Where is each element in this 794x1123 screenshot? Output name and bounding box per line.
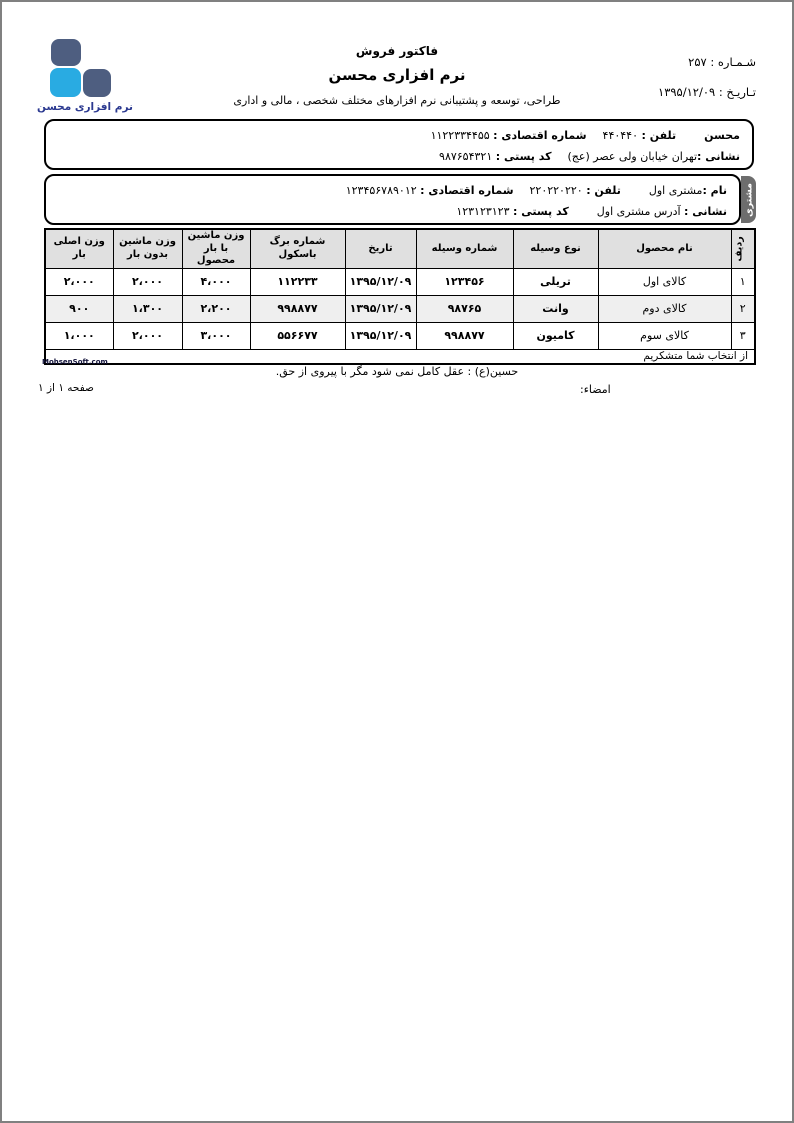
cell-product-name: کالای دوم (598, 295, 731, 322)
customer-phone-value: ۲۲۰۲۲۰۲۲۰ (529, 184, 583, 197)
seller-line-1 (54, 125, 740, 146)
customer-line-1 (54, 180, 727, 201)
invoice-items-table (44, 228, 756, 365)
company-name: نرم افزاری محسن (328, 66, 466, 84)
invoice-date-label: تـاریـخ : (718, 85, 756, 99)
cell-product-name: کالای سوم (598, 322, 731, 349)
invoice-number (658, 55, 756, 69)
seller-address-value: تهران خیابان ولی عصر (عج) (567, 150, 698, 163)
invoice-number-label: شـمـاره : (710, 55, 756, 69)
cell-vehicle-type: تریلی (513, 268, 598, 295)
cell-net-weight: ۱،۰۰۰ (45, 322, 113, 349)
customer-address-value: آدرس مشتری اول (596, 205, 681, 218)
customer-economic-value: ۱۲۳۴۵۶۷۸۹۰۱۲ (345, 184, 417, 197)
cell-date: ۱۳۹۵/۱۲/۰۹ (345, 322, 416, 349)
seller-line-2 (54, 146, 740, 167)
cell-vehicle-number: ۱۲۳۴۵۶ (416, 268, 513, 295)
cell-row-number: ۳ (731, 322, 755, 349)
website-text: MohsenSoft.com (42, 358, 108, 366)
seller-economic-label: شماره اقتصادی : (493, 129, 587, 142)
cell-date: ۱۳۹۵/۱۲/۰۹ (345, 295, 416, 322)
seller-phone-value: ۴۴۰۴۴۰ (602, 129, 638, 142)
signature-label: امضاء: (580, 383, 611, 396)
customer-line-2 (54, 201, 727, 222)
page-number-info: صفحه ۱ از ۱ (38, 382, 94, 394)
seller-info-box (44, 119, 754, 170)
cell-weight-loaded: ۳،۰۰۰ (182, 322, 250, 349)
table-row (45, 322, 755, 349)
customer-name-value: مشتری اول (648, 184, 703, 197)
invoice-meta (658, 55, 756, 99)
cell-weight-empty: ۲،۰۰۰ (113, 322, 182, 349)
customer-economic-label: شماره اقتصادی : (420, 184, 514, 197)
cell-weighbridge-sheet: ۹۹۸۸۷۷ (250, 295, 345, 322)
seller-postal-label: کد پستی : (495, 150, 552, 163)
seller-name: محسن (704, 129, 740, 142)
seller-phone-label: تلفن : (641, 129, 677, 142)
customer-postal-value: ۱۲۳۱۲۳۱۲۳ (456, 205, 510, 218)
seller-economic-value: ۱۱۲۲۳۳۴۴۵۵ (430, 129, 490, 142)
customer-side-tab-label: مشتری (743, 182, 754, 217)
company-tagline: طراحی، توسعه و پشتیبانی نرم افزارهای مختلف شخصی ، مالی و اداری (233, 94, 561, 107)
cell-weighbridge-sheet: ۱۱۲۲۳۳ (250, 268, 345, 295)
cell-weight-empty: ۲،۰۰۰ (113, 268, 182, 295)
thanks-note: از انتخاب شما متشکریم (45, 349, 755, 364)
cell-vehicle-number: ۹۸۷۶۵ (416, 295, 513, 322)
cell-vehicle-type: وانت (513, 295, 598, 322)
invoice-number-value: ۲۵۷ (688, 55, 707, 69)
cell-row-number: ۱ (731, 268, 755, 295)
col-header-weight-loaded: وزن ماشین با بار محصول (182, 229, 250, 268)
col-header-row-number: ردیف (731, 229, 755, 268)
col-header-weight-empty: وزن ماشین بدون بار (113, 229, 182, 268)
cell-vehicle-number: ۹۹۸۸۷۷ (416, 322, 513, 349)
cell-weight-empty: ۱،۳۰۰ (113, 295, 182, 322)
seller-postal-value: ۹۸۷۶۵۴۳۲۱ (439, 150, 493, 163)
cell-date: ۱۳۹۵/۱۲/۰۹ (345, 268, 416, 295)
invoice-date-value: ۱۳۹۵/۱۲/۰۹ (658, 85, 716, 99)
seller-address-label: نشانی : (697, 150, 740, 163)
col-header-date: تاریخ (345, 229, 416, 268)
customer-phone-label: تلفن : (586, 184, 621, 197)
col-header-product-name: نام محصول (598, 229, 731, 268)
cell-weight-loaded: ۴،۰۰۰ (182, 268, 250, 295)
table-row (45, 268, 755, 295)
col-header-vehicle-type: نوع وسیله (513, 229, 598, 268)
col-header-vehicle-number: شماره وسیله (416, 229, 513, 268)
table-header-row (45, 229, 755, 268)
cell-weighbridge-sheet: ۵۵۶۶۷۷ (250, 322, 345, 349)
invoice-date (658, 85, 756, 99)
cell-row-number: ۲ (731, 295, 755, 322)
document-type-title: فاکتور فروش (355, 44, 439, 58)
customer-side-tab (741, 176, 756, 223)
customer-info-box (44, 174, 741, 225)
cell-vehicle-type: کامیون (513, 322, 598, 349)
cell-weight-loaded: ۲،۲۰۰ (182, 295, 250, 322)
table-row (45, 295, 755, 322)
logo-brand-text: نرم افزاری محسن (37, 101, 133, 113)
cell-net-weight: ۲،۰۰۰ (45, 268, 113, 295)
col-header-net-weight: وزن اصلی بار (45, 229, 113, 268)
cell-product-name: کالای اول (598, 268, 731, 295)
cell-net-weight: ۹۰۰ (45, 295, 113, 322)
customer-postal-label: کد پستی : (513, 205, 569, 218)
customer-address-label: نشانی : (684, 205, 727, 218)
customer-name-label: نام : (702, 184, 727, 197)
footer-quote: حسین(ع) : عقل کامل نمی شود مگر با پیروی از حق. (275, 365, 519, 378)
thanks-row (45, 349, 755, 364)
col-header-weighbridge-sheet: شماره برگ باسکول (250, 229, 345, 268)
